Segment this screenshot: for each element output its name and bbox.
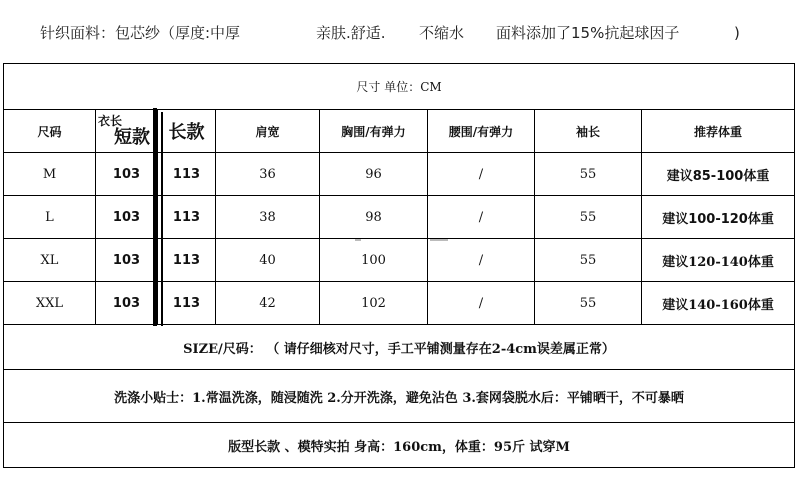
length-divider-line — [153, 108, 157, 326]
short-length-cell: 103 — [96, 153, 158, 196]
header-short: 短款 — [114, 127, 150, 148]
header-shoulder: 肩宽 — [216, 110, 320, 153]
header-sleeve: 袖长 — [535, 110, 642, 153]
fabric-added: 面料添加了15%抗起球因子 — [496, 24, 680, 42]
waist-cell: / — [428, 282, 535, 325]
size-cell: XL — [4, 239, 96, 282]
chest-cell: 98 — [320, 196, 428, 239]
sleeve-cell: 55 — [535, 239, 642, 282]
wash-tip: 洗涤小贴士：1.常温洗涤，随浸随洗 2.分开洗涤，避免沾色 3.套网袋脱水后：平铺晒干，不可暴晒 — [4, 370, 795, 423]
long-length-cell: 113 — [158, 239, 216, 282]
waist-cell: / — [428, 153, 535, 196]
shoulder-cell: 42 — [216, 282, 320, 325]
header-long-label: 长款 — [168, 122, 205, 143]
fabric-shrink: 不缩水 — [419, 24, 465, 42]
weight-cell: 建议85-100体重 — [642, 153, 795, 196]
size-cell: M — [4, 153, 96, 196]
header-long — [158, 110, 216, 153]
weight-cell: 建议100-120体重 — [642, 196, 795, 239]
short-length-cell: 103 — [96, 196, 158, 239]
length-divider-line-thin — [161, 112, 163, 326]
table-row — [4, 239, 795, 282]
header-weight: 推荐体重 — [642, 110, 795, 153]
fabric-close: ) — [734, 24, 740, 42]
table-row — [4, 196, 795, 239]
chest-cell: 96 — [320, 153, 428, 196]
sleeve-cell: 55 — [535, 196, 642, 239]
chest-cell: 102 — [320, 282, 428, 325]
waist-cell: / — [428, 239, 535, 282]
header-chest: 胸围/有弹力 — [320, 110, 428, 153]
shoulder-cell: 38 — [216, 196, 320, 239]
sleeve-cell: 55 — [535, 153, 642, 196]
table-row — [4, 282, 795, 325]
model-info: 版型长款 、模特实拍 身高：160cm，体重：95斤 试穿M — [4, 423, 795, 468]
header-size: 尺码 — [4, 110, 96, 153]
header-length-short — [96, 110, 158, 153]
shoulder-cell: 36 — [216, 153, 320, 196]
fabric-label: 针织面料：包芯纱（厚度:中厚 — [40, 24, 241, 42]
long-length-cell: 113 — [158, 196, 216, 239]
header-waist: 腰围/有弹力 — [428, 110, 535, 153]
short-length-cell: 103 — [96, 239, 158, 282]
fabric-feel: 亲肤.舒适. — [316, 24, 386, 42]
size-chart-table — [3, 63, 795, 468]
scan-mark — [430, 239, 448, 241]
weight-cell: 建议140-160体重 — [642, 282, 795, 325]
size-cell: XXL — [4, 282, 96, 325]
short-length-cell: 103 — [96, 282, 158, 325]
size-cell: L — [4, 196, 96, 239]
waist-cell: / — [428, 196, 535, 239]
weight-cell: 建议120-140体重 — [642, 239, 795, 282]
header-row — [4, 110, 795, 153]
fabric-description — [40, 20, 800, 46]
size-note: SIZE/尺码： （ 请仔细核对尺寸，手工平铺测量存在2-4cm误差属正常） — [4, 325, 795, 370]
shoulder-cell: 40 — [216, 239, 320, 282]
long-length-cell: 113 — [158, 153, 216, 196]
table-row — [4, 153, 795, 196]
sleeve-cell: 55 — [535, 282, 642, 325]
long-length-cell: 113 — [158, 282, 216, 325]
chest-cell: 100 — [320, 239, 428, 282]
scan-mark — [355, 239, 361, 241]
header-length-label: 衣长 — [98, 114, 123, 128]
unit-title: 尺寸 单位：CM — [4, 64, 795, 110]
